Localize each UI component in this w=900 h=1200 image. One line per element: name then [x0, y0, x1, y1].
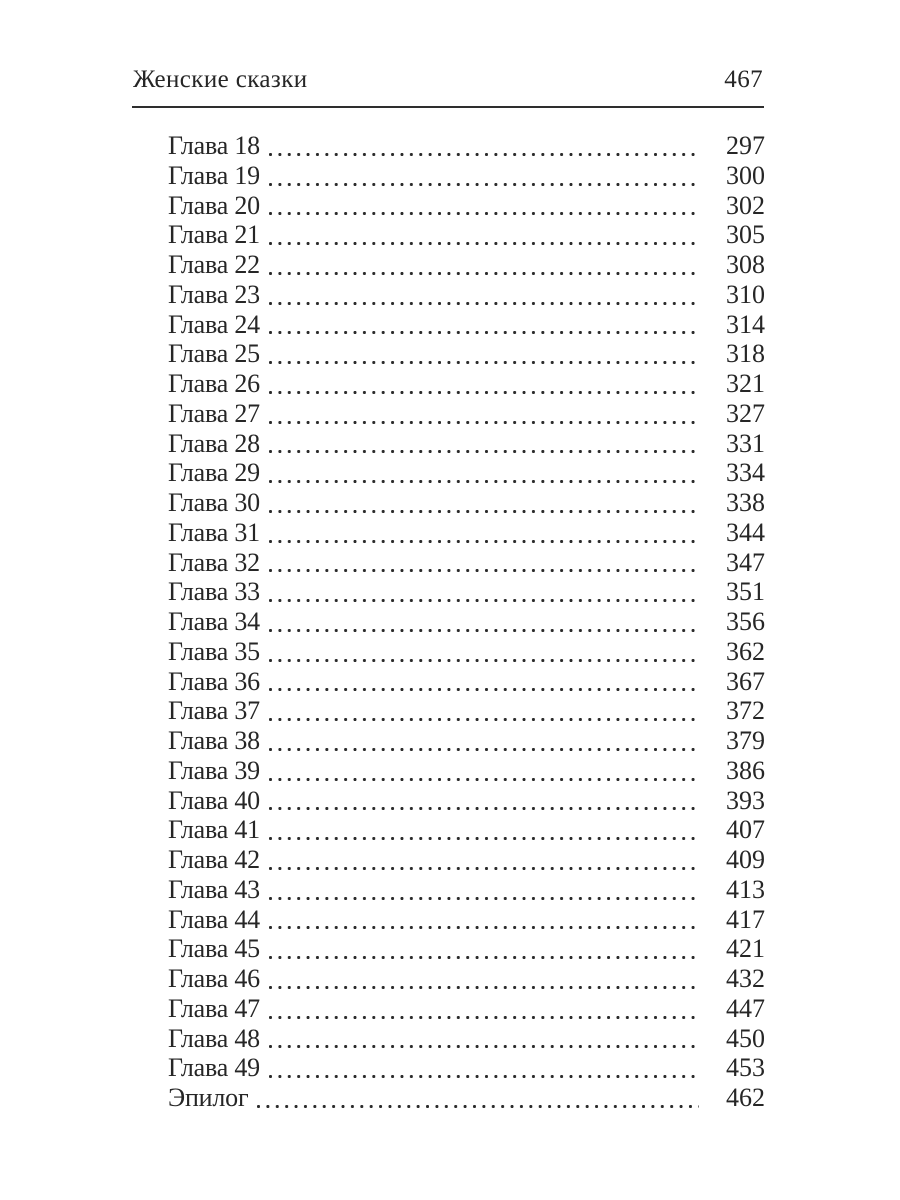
toc-entry-label: Глава 33 — [168, 577, 260, 607]
toc-entry-label: Глава 43 — [168, 874, 260, 904]
toc-entry-label: Глава 41 — [168, 815, 260, 845]
toc-entry-label: Глава 34 — [168, 607, 260, 636]
toc-entry-label: Глава 36 — [168, 666, 260, 696]
toc-entry — [168, 310, 765, 340]
toc-entry-page: 331 — [726, 428, 765, 458]
toc-entry-label: Глава 20 — [168, 190, 260, 220]
toc-entry — [168, 696, 765, 726]
toc-entry-page: 417 — [726, 904, 765, 934]
dot-leader-icon — [269, 548, 699, 578]
toc-entry-label: Глава 45 — [168, 934, 260, 964]
toc-entry-page: 453 — [726, 1053, 765, 1083]
toc-entry-page: 297 — [726, 131, 765, 160]
toc-entry — [168, 637, 765, 667]
toc-entry-page: 338 — [726, 488, 765, 517]
dot-leader-icon — [269, 458, 699, 488]
toc-entry-label: Глава 28 — [168, 428, 260, 458]
toc-entry — [168, 1053, 765, 1083]
page-header — [133, 66, 763, 94]
toc-entry-label: Глава 30 — [168, 488, 260, 517]
dot-leader-icon — [269, 1024, 699, 1054]
toc-entry-page: 413 — [726, 874, 765, 904]
dot-leader-icon — [269, 934, 699, 964]
dot-leader-icon — [269, 875, 699, 905]
toc-entry-page: 344 — [726, 517, 765, 547]
toc-entry-label: Глава 40 — [168, 785, 260, 815]
dot-leader-icon — [269, 310, 699, 340]
toc-entry-page: 302 — [726, 190, 765, 220]
toc-entry — [168, 131, 765, 161]
dot-leader-icon — [269, 250, 699, 280]
dot-leader-icon — [269, 756, 699, 786]
toc-entry — [168, 786, 765, 816]
toc-entry — [168, 905, 765, 935]
toc-entry — [168, 458, 765, 488]
toc-entry — [168, 399, 765, 429]
toc-entry-page: 300 — [726, 160, 765, 190]
dot-leader-icon — [269, 488, 699, 518]
toc-entry-label: Глава 48 — [168, 1023, 260, 1053]
toc-entry — [168, 339, 765, 369]
dot-leader-icon — [269, 845, 699, 875]
toc-entry-page: 310 — [726, 279, 765, 309]
toc-entry-page: 432 — [726, 964, 765, 993]
toc-entry — [168, 607, 765, 637]
toc-entry — [168, 250, 765, 280]
toc-entry — [168, 964, 765, 994]
dot-leader-icon — [269, 815, 699, 845]
dot-leader-icon — [269, 905, 699, 935]
toc-entry-label: Глава 42 — [168, 845, 260, 874]
toc-entry-label: Глава 23 — [168, 279, 260, 309]
toc-entry-label: Глава 22 — [168, 250, 260, 279]
dot-leader-icon — [269, 1053, 699, 1083]
dot-leader-icon — [269, 577, 699, 607]
toc-entry-page: 318 — [726, 339, 765, 369]
toc-entry-label: Эпилог — [168, 1083, 249, 1112]
toc-entry — [168, 191, 765, 221]
toc-entry — [168, 875, 765, 905]
running-title: Женские сказки — [133, 66, 308, 93]
dot-leader-icon — [269, 696, 699, 726]
dot-leader-icon — [269, 964, 699, 994]
dot-leader-icon — [269, 667, 699, 697]
dot-leader-icon — [269, 518, 699, 548]
toc-entry — [168, 220, 765, 250]
toc-entry-page: 356 — [726, 607, 765, 636]
toc-entry — [168, 369, 765, 399]
toc-entry — [168, 577, 765, 607]
dot-leader-icon — [269, 429, 699, 459]
toc-entry-label: Глава 24 — [168, 309, 260, 339]
toc-entry-page: 409 — [726, 845, 765, 874]
toc-entry — [168, 1024, 765, 1054]
dot-leader-icon — [269, 607, 699, 637]
dot-leader-icon — [269, 637, 699, 667]
dot-leader-icon — [257, 1083, 699, 1113]
dot-leader-icon — [269, 994, 699, 1024]
dot-leader-icon — [269, 726, 699, 756]
toc-entry-label: Глава 29 — [168, 458, 260, 488]
header-rule — [132, 106, 764, 108]
toc-entry — [168, 815, 765, 845]
dot-leader-icon — [269, 399, 699, 429]
dot-leader-icon — [269, 339, 699, 369]
toc-entry-label: Глава 32 — [168, 547, 260, 577]
toc-entry — [168, 548, 765, 578]
toc-entry — [168, 845, 765, 875]
dot-leader-icon — [269, 786, 699, 816]
toc-entry-label: Глава 26 — [168, 369, 260, 398]
toc-entry — [168, 429, 765, 459]
toc-entry — [168, 726, 765, 756]
toc-entry-label: Глава 35 — [168, 636, 260, 666]
toc-entry-page: 450 — [726, 1023, 765, 1053]
toc-entry-page: 372 — [726, 696, 765, 726]
toc-entry-label: Глава 38 — [168, 726, 260, 755]
toc-entry-page: 351 — [726, 577, 765, 607]
toc-entry-label: Глава 46 — [168, 964, 260, 993]
dot-leader-icon — [269, 131, 699, 161]
toc-entry-page: 393 — [726, 785, 765, 815]
toc-entry-page: 347 — [726, 547, 765, 577]
toc-entry-label: Глава 21 — [168, 220, 260, 250]
toc-entry-label: Глава 25 — [168, 339, 260, 369]
toc-entry — [168, 994, 765, 1024]
toc-entry-label: Глава 31 — [168, 517, 260, 547]
toc-entry — [168, 280, 765, 310]
toc-entry-page: 308 — [726, 250, 765, 279]
toc-entry — [168, 934, 765, 964]
toc-entry — [168, 667, 765, 697]
dot-leader-icon — [269, 220, 699, 250]
toc-entry-page: 362 — [726, 636, 765, 666]
toc-entry-label: Глава 49 — [168, 1053, 260, 1083]
toc-entry-page: 327 — [726, 398, 765, 428]
dot-leader-icon — [269, 369, 699, 399]
toc-entry-label: Глава 37 — [168, 696, 260, 726]
toc-entry-label: Глава 18 — [168, 131, 260, 160]
dot-leader-icon — [269, 161, 699, 191]
toc-entry-page: 334 — [726, 458, 765, 488]
toc-entry-page: 314 — [726, 309, 765, 339]
toc-entry-label: Глава 19 — [168, 160, 260, 190]
toc-entry-label: Глава 47 — [168, 993, 260, 1023]
toc-entry-label: Глава 27 — [168, 398, 260, 428]
toc-list — [168, 131, 765, 1113]
toc-entry-label: Глава 39 — [168, 755, 260, 785]
toc-entry — [168, 518, 765, 548]
toc-entry-page: 386 — [726, 755, 765, 785]
dot-leader-icon — [269, 280, 699, 310]
toc-entry-page: 407 — [726, 815, 765, 845]
toc-entry-page: 379 — [726, 726, 765, 755]
toc-entry — [168, 756, 765, 786]
header-page-number: 467 — [724, 66, 763, 93]
toc-entry-page: 367 — [726, 666, 765, 696]
dot-leader-icon — [269, 191, 699, 221]
toc-entry-page: 447 — [726, 993, 765, 1023]
toc-entry-page: 321 — [726, 369, 765, 398]
toc-entry — [168, 1083, 765, 1113]
toc-entry — [168, 488, 765, 518]
toc-entry-page: 305 — [726, 220, 765, 250]
toc-entry-page: 421 — [726, 934, 765, 964]
toc-entry-page: 462 — [726, 1083, 765, 1112]
toc-entry — [168, 161, 765, 191]
toc-entry-label: Глава 44 — [168, 904, 260, 934]
